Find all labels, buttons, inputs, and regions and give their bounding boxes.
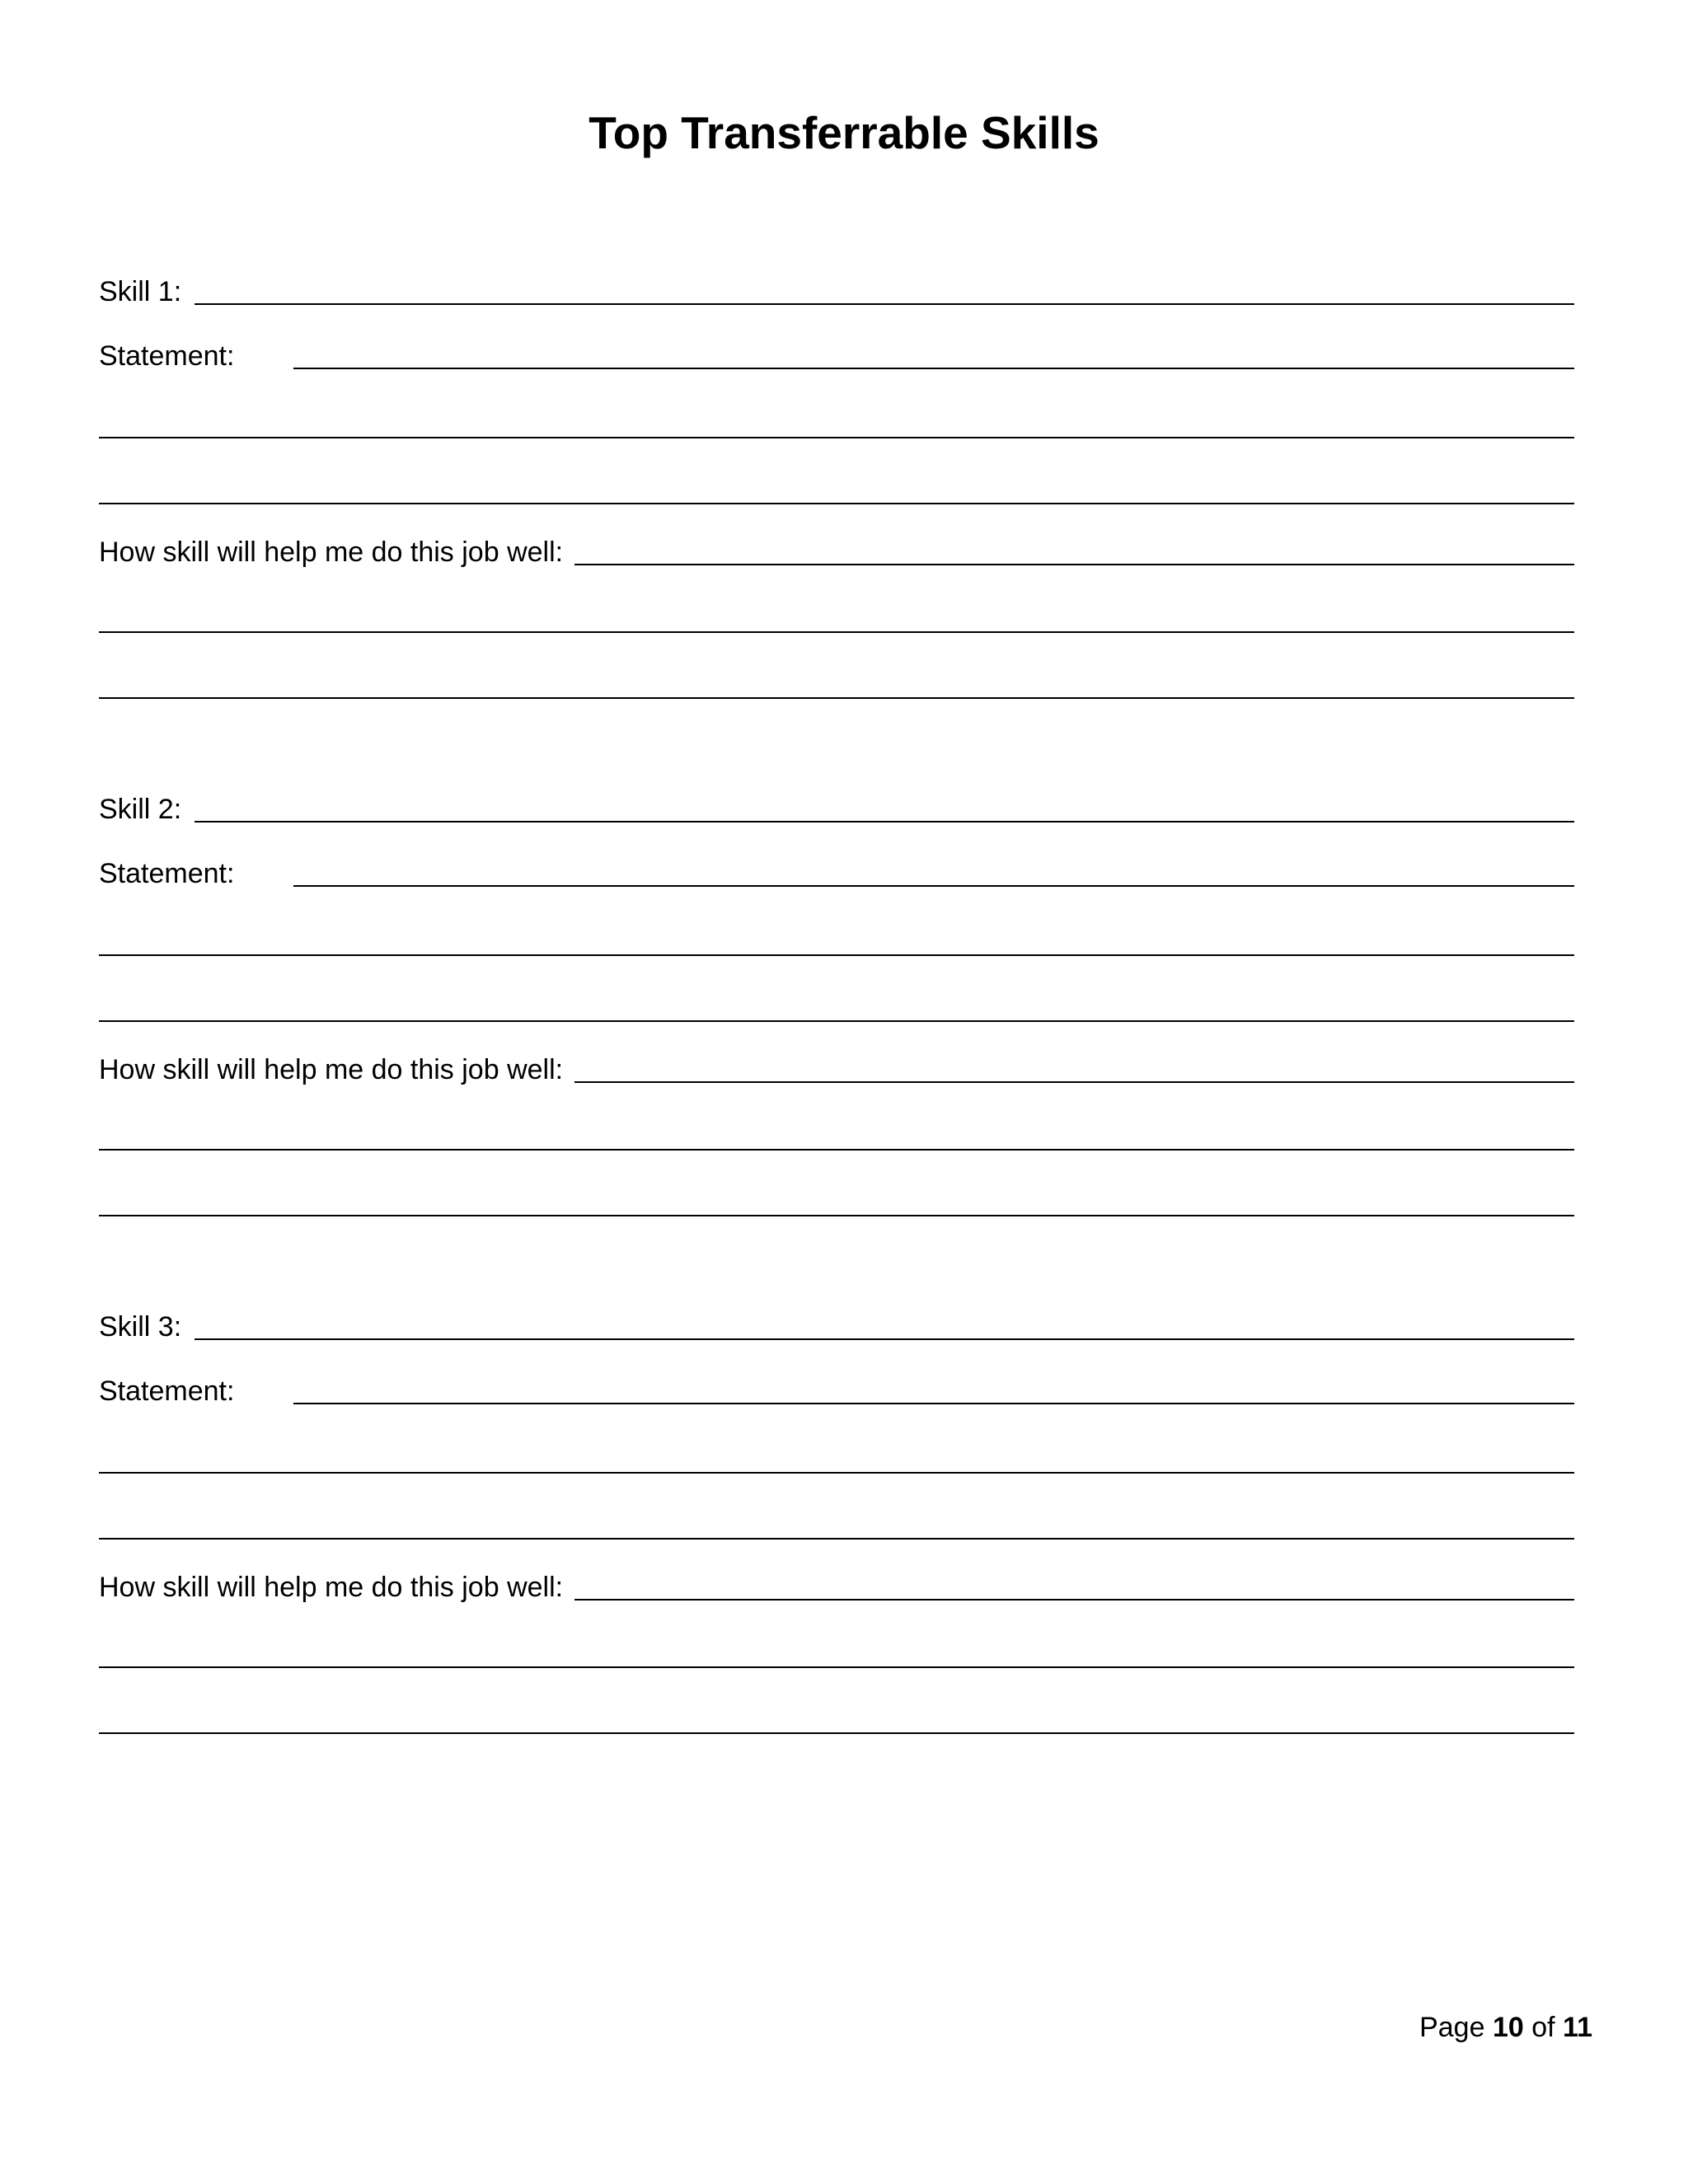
how-label: How skill will help me do this job well: xyxy=(99,537,564,568)
statement-label: Statement: xyxy=(99,340,235,372)
statement-continuation-line[interactable] xyxy=(99,1020,1574,1022)
skill-input-line[interactable] xyxy=(195,303,1574,305)
skill-label: Skill 3: xyxy=(99,1311,182,1343)
page-total: 11 xyxy=(1563,2012,1592,2043)
statement-continuation-row xyxy=(99,1444,1574,1477)
skill-input-line[interactable] xyxy=(195,821,1574,823)
how-continuation-line[interactable] xyxy=(99,1666,1574,1668)
skill-row xyxy=(99,793,1574,826)
how-input-line[interactable] xyxy=(574,1081,1574,1083)
how-continuation-row xyxy=(99,1121,1574,1154)
statement-continuation-line[interactable] xyxy=(99,1472,1574,1474)
statement-continuation-row xyxy=(99,475,1574,508)
page-title: Top Transferrable Skills xyxy=(588,107,1100,158)
statement-continuation-line[interactable] xyxy=(99,954,1574,956)
page-current: 10 xyxy=(1492,2012,1524,2043)
how-continuation-line[interactable] xyxy=(99,1215,1574,1216)
how-row xyxy=(99,536,1574,569)
statement-continuation-line[interactable] xyxy=(99,437,1574,438)
skill-section-1 xyxy=(99,275,1574,737)
statement-label: Statement: xyxy=(99,1376,235,1407)
skill-row xyxy=(99,1310,1574,1343)
how-continuation-row xyxy=(99,1704,1574,1737)
statement-row xyxy=(99,340,1574,373)
skill-label: Skill 2: xyxy=(99,794,182,825)
skill-section-3 xyxy=(99,1310,1574,1772)
skill-input-line[interactable] xyxy=(195,1338,1574,1340)
how-continuation-row xyxy=(99,1638,1574,1671)
how-continuation-line[interactable] xyxy=(99,697,1574,699)
how-input-line[interactable] xyxy=(574,564,1574,565)
statement-input-line[interactable] xyxy=(293,885,1574,887)
skill-section-2 xyxy=(99,793,1574,1254)
how-continuation-line[interactable] xyxy=(99,1732,1574,1734)
statement-continuation-row xyxy=(99,409,1574,442)
how-label: How skill will help me do this job well: xyxy=(99,1572,564,1603)
page-of: of xyxy=(1531,2012,1555,2043)
how-continuation-line[interactable] xyxy=(99,631,1574,633)
statement-continuation-line[interactable] xyxy=(99,1538,1574,1540)
statement-row xyxy=(99,1375,1574,1408)
statement-continuation-row xyxy=(99,1510,1574,1543)
skill-row xyxy=(99,275,1574,308)
how-continuation-row xyxy=(99,1187,1574,1220)
statement-input-line[interactable] xyxy=(293,368,1574,369)
statement-continuation-row xyxy=(99,992,1574,1025)
statement-row xyxy=(99,857,1574,890)
how-row xyxy=(99,1571,1574,1604)
statement-input-line[interactable] xyxy=(293,1403,1574,1404)
how-label: How skill will help me do this job well: xyxy=(99,1054,564,1085)
how-continuation-row xyxy=(99,603,1574,636)
page-prefix: Page xyxy=(1419,2012,1485,2043)
how-input-line[interactable] xyxy=(574,1599,1574,1601)
how-continuation-line[interactable] xyxy=(99,1149,1574,1151)
statement-continuation-line[interactable] xyxy=(99,503,1574,504)
statement-label: Statement: xyxy=(99,858,235,889)
skill-label: Skill 1: xyxy=(99,276,182,307)
how-continuation-row xyxy=(99,669,1574,702)
statement-continuation-row xyxy=(99,926,1574,959)
page-number xyxy=(1419,2011,1592,2044)
how-row xyxy=(99,1053,1574,1086)
